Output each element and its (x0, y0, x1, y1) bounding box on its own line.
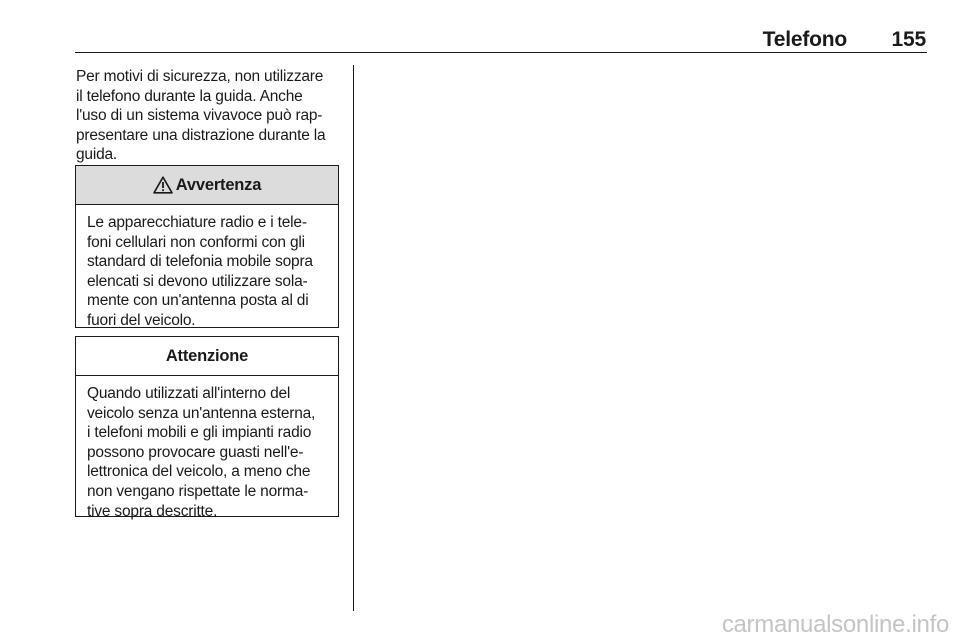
intro-paragraph (76, 67, 342, 165)
warning-triangle-icon (153, 176, 173, 194)
warning-line: mente con un'antenna posta al di (87, 292, 309, 310)
warning-line: Le apparecchiature radio e i tele- (87, 214, 307, 231)
caution-line: lettronica del veicolo, a meno che (87, 463, 311, 481)
warning-body (76, 205, 338, 331)
warning-header (76, 166, 338, 205)
caution-box (75, 336, 339, 520)
caution-header (76, 337, 338, 376)
caution-line: non vengano rispettate le norma- (87, 482, 309, 500)
column-divider (353, 65, 354, 611)
warning-box (75, 165, 339, 328)
page-number: 155 (891, 28, 926, 51)
warning-line: foni cellulari non conformi con gli (87, 233, 305, 251)
warning-title: Avvertenza (175, 175, 262, 194)
warning-line: standard di telefonia mobile sopra (87, 253, 313, 271)
section-title: Telefono (762, 28, 847, 51)
caution-title: Attenzione (165, 346, 249, 365)
intro-line: guida. (76, 146, 118, 164)
intro-line: l'uso di un sistema vivavoce può rap- (76, 107, 323, 125)
caution-body (76, 376, 338, 521)
caution-line: possono provocare guasti nell'e- (87, 443, 304, 461)
caution-line: Quando utilizzati all'interno del (87, 385, 291, 402)
caution-line: veicolo senza un'antenna esterna, (87, 404, 316, 422)
intro-line: il telefono durante la guida. Anche (76, 87, 303, 105)
warning-line: fuori del veicolo. (87, 311, 196, 329)
intro-line: presentare una distrazione durante la (76, 126, 326, 144)
caution-line: tive sopra descritte. (87, 502, 218, 520)
intro-line: Per motivi di sicurezza, non utilizzare (76, 68, 324, 85)
warning-line: elencati si devono utilizzare sola- (87, 272, 308, 290)
watermark: carmanualsonline.info (721, 611, 949, 638)
header-rule (75, 52, 927, 53)
caution-line: i telefoni mobili e gli impianti radio (87, 424, 312, 442)
